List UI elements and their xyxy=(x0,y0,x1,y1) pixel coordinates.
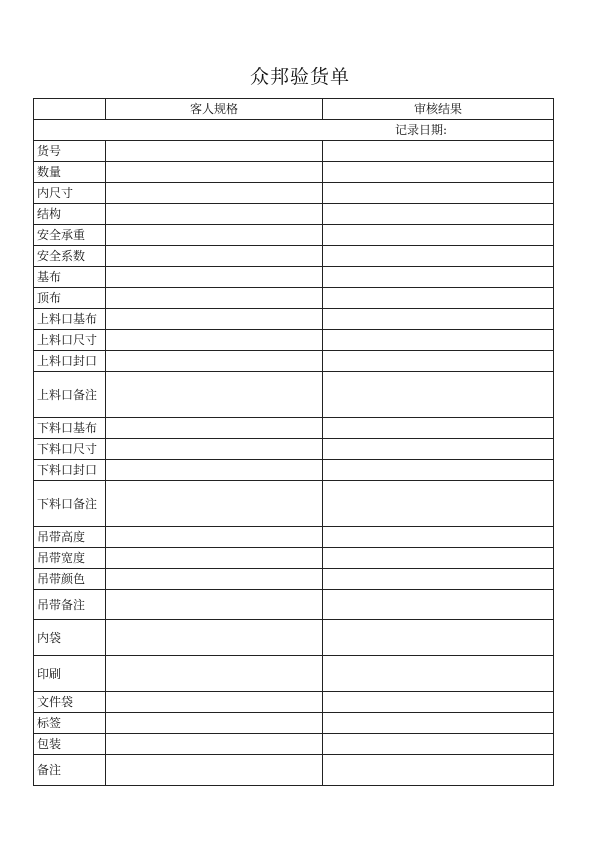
field-label: 上料口封口 xyxy=(34,351,106,372)
form-row xyxy=(34,372,554,418)
form-row xyxy=(34,460,554,481)
result-value-cell[interactable] xyxy=(323,141,554,162)
spec-value-cell[interactable] xyxy=(106,204,323,225)
result-value-cell[interactable] xyxy=(323,204,554,225)
form-row xyxy=(34,527,554,548)
result-value-cell[interactable] xyxy=(323,439,554,460)
form-row xyxy=(34,548,554,569)
result-value-cell[interactable] xyxy=(323,713,554,734)
spec-value-cell[interactable] xyxy=(106,734,323,755)
spec-value-cell[interactable] xyxy=(106,418,323,439)
spec-value-cell[interactable] xyxy=(106,439,323,460)
form-row xyxy=(34,569,554,590)
form-row xyxy=(34,590,554,620)
field-label: 内袋 xyxy=(34,620,106,656)
form-row xyxy=(34,656,554,692)
record-date-row xyxy=(34,120,554,141)
result-value-cell[interactable] xyxy=(323,620,554,656)
form-row xyxy=(34,183,554,204)
header-row xyxy=(34,99,554,120)
result-value-cell[interactable] xyxy=(323,418,554,439)
spec-value-cell[interactable] xyxy=(106,569,323,590)
spec-value-cell[interactable] xyxy=(106,527,323,548)
form-row xyxy=(34,225,554,246)
spec-value-cell[interactable] xyxy=(106,481,323,527)
form-row xyxy=(34,620,554,656)
field-label: 货号 xyxy=(34,141,106,162)
spec-value-cell[interactable] xyxy=(106,351,323,372)
spec-value-cell[interactable] xyxy=(106,656,323,692)
field-label: 标签 xyxy=(34,713,106,734)
result-value-cell[interactable] xyxy=(323,372,554,418)
spec-value-cell[interactable] xyxy=(106,590,323,620)
result-value-cell[interactable] xyxy=(323,755,554,786)
spec-value-cell[interactable] xyxy=(106,141,323,162)
inspection-form-table xyxy=(33,98,554,786)
form-row xyxy=(34,267,554,288)
field-label: 备注 xyxy=(34,755,106,786)
field-label: 下料口基布 xyxy=(34,418,106,439)
field-label: 上料口基布 xyxy=(34,309,106,330)
form-row xyxy=(34,713,554,734)
field-label: 吊带高度 xyxy=(34,527,106,548)
field-label: 包装 xyxy=(34,734,106,755)
spec-value-cell[interactable] xyxy=(106,267,323,288)
result-header: 审核结果 xyxy=(323,99,554,120)
form-row xyxy=(34,351,554,372)
field-label: 数量 xyxy=(34,162,106,183)
spec-value-cell[interactable] xyxy=(106,755,323,786)
form-row xyxy=(34,439,554,460)
field-label: 印刷 xyxy=(34,656,106,692)
field-label: 安全承重 xyxy=(34,225,106,246)
result-value-cell[interactable] xyxy=(323,590,554,620)
form-row xyxy=(34,734,554,755)
result-value-cell[interactable] xyxy=(323,225,554,246)
spec-header: 客人规格 xyxy=(106,99,323,120)
result-value-cell[interactable] xyxy=(323,569,554,590)
form-row xyxy=(34,692,554,713)
form-row xyxy=(34,481,554,527)
form-row xyxy=(34,246,554,267)
field-label: 吊带备注 xyxy=(34,590,106,620)
form-row xyxy=(34,309,554,330)
spec-value-cell[interactable] xyxy=(106,225,323,246)
field-label: 顶布 xyxy=(34,288,106,309)
form-row xyxy=(34,204,554,225)
spec-value-cell[interactable] xyxy=(106,288,323,309)
spec-value-cell[interactable] xyxy=(106,372,323,418)
spec-value-cell[interactable] xyxy=(106,548,323,569)
field-label: 吊带宽度 xyxy=(34,548,106,569)
field-label: 下料口封口 xyxy=(34,460,106,481)
result-value-cell[interactable] xyxy=(323,734,554,755)
result-value-cell[interactable] xyxy=(323,246,554,267)
field-label: 安全系数 xyxy=(34,246,106,267)
field-label: 上料口备注 xyxy=(34,372,106,418)
form-row xyxy=(34,755,554,786)
spec-value-cell[interactable] xyxy=(106,460,323,481)
field-label: 上料口尺寸 xyxy=(34,330,106,351)
result-value-cell[interactable] xyxy=(323,692,554,713)
spec-value-cell[interactable] xyxy=(106,183,323,204)
result-value-cell[interactable] xyxy=(323,548,554,569)
result-value-cell[interactable] xyxy=(323,481,554,527)
result-value-cell[interactable] xyxy=(323,267,554,288)
spec-value-cell[interactable] xyxy=(106,620,323,656)
page-title: 众邦验货单 xyxy=(249,66,350,88)
spec-value-cell[interactable] xyxy=(106,330,323,351)
form-row xyxy=(34,162,554,183)
result-value-cell[interactable] xyxy=(323,288,554,309)
field-label: 吊带颜色 xyxy=(34,569,106,590)
result-value-cell[interactable] xyxy=(323,656,554,692)
result-value-cell[interactable] xyxy=(323,351,554,372)
field-label: 结构 xyxy=(34,204,106,225)
spec-value-cell[interactable] xyxy=(106,713,323,734)
field-label: 文件袋 xyxy=(34,692,106,713)
result-value-cell[interactable] xyxy=(323,162,554,183)
result-value-cell[interactable] xyxy=(323,460,554,481)
field-label: 内尺寸 xyxy=(34,183,106,204)
result-value-cell[interactable] xyxy=(323,330,554,351)
form-row xyxy=(34,141,554,162)
form-row xyxy=(34,330,554,351)
field-label: 下料口备注 xyxy=(34,481,106,527)
field-label: 基布 xyxy=(34,267,106,288)
spec-value-cell[interactable] xyxy=(106,692,323,713)
result-value-cell[interactable] xyxy=(323,527,554,548)
result-value-cell[interactable] xyxy=(323,309,554,330)
field-label: 下料口尺寸 xyxy=(34,439,106,460)
form-row xyxy=(34,288,554,309)
result-value-cell[interactable] xyxy=(323,183,554,204)
spec-value-cell[interactable] xyxy=(106,309,323,330)
form-row xyxy=(34,418,554,439)
spec-value-cell[interactable] xyxy=(106,162,323,183)
record-date-label: 记录日期: xyxy=(34,120,554,141)
header-blank-cell xyxy=(34,99,106,120)
spec-value-cell[interactable] xyxy=(106,246,323,267)
